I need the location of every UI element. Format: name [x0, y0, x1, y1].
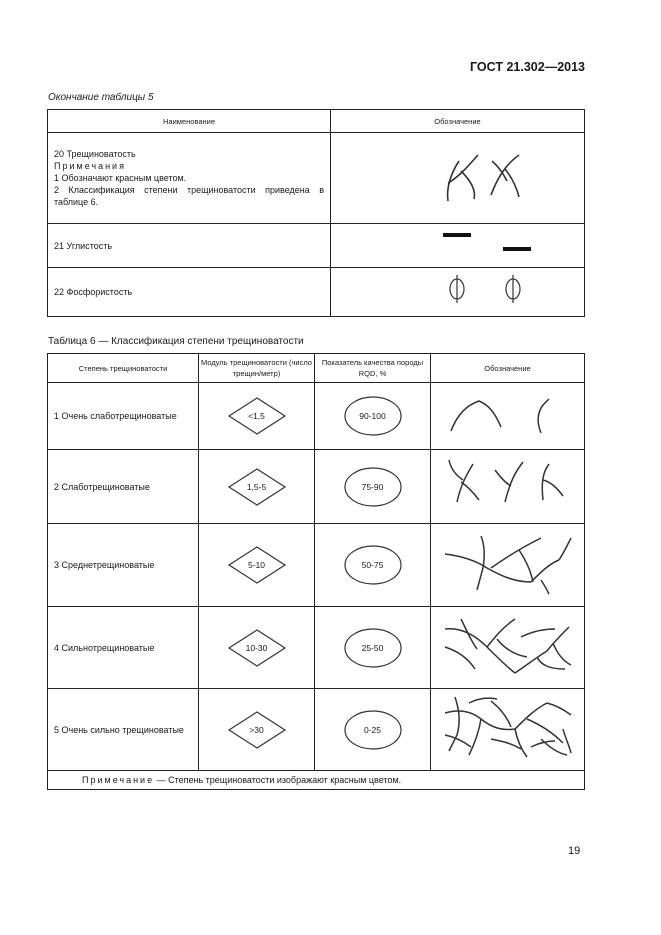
- table6-caption: Таблица 6 — Классификация степени трещиноватости: [48, 336, 304, 347]
- table6-header-rqd: Показатель качества породы RQD, %: [315, 354, 431, 383]
- module-cell: [199, 524, 315, 607]
- rqd-value: 50-75: [361, 560, 384, 570]
- circle-slash-icon: [331, 268, 585, 311]
- degree-cell: 3 Среднетрещиноватые: [48, 524, 199, 607]
- module-diamond: [227, 467, 287, 507]
- rqd-cell: [315, 607, 431, 689]
- symbol-cell: [431, 607, 585, 689]
- fracture-lines-icon: [331, 133, 585, 218]
- rqd-value: 25-50: [361, 642, 384, 653]
- module-diamond: [227, 628, 287, 668]
- rqd-oval: [343, 395, 403, 437]
- module-diamond: [227, 545, 287, 585]
- symbol-cell: [431, 450, 585, 524]
- module-value: 5-10: [247, 560, 265, 570]
- table6: [47, 353, 585, 790]
- module-value: <1,5: [248, 411, 265, 421]
- row20-note1: 1 Обозначают красным цветом.: [54, 173, 187, 183]
- table-row: [48, 524, 585, 607]
- black-dashes-icon: [331, 224, 585, 262]
- table-row: [48, 383, 585, 450]
- table5-row21-symbol: [331, 224, 585, 268]
- row20-note2: 2 Классификация степени трещиноватости приведена в таблице 6.: [54, 185, 324, 207]
- fracture-pattern-3-icon: [431, 524, 585, 601]
- rqd-cell: [315, 383, 431, 450]
- table5: [47, 109, 585, 317]
- fracture-pattern-5-icon: [431, 689, 585, 765]
- symbol-cell: [431, 689, 585, 771]
- rqd-cell: [315, 689, 431, 771]
- rqd-cell: [315, 450, 431, 524]
- table5-header-symbol: Обозначение: [331, 110, 585, 133]
- module-value: 1,5-5: [246, 481, 267, 492]
- table6-note-text: — Степень трещиноватости изображают красным цветом.: [156, 775, 402, 785]
- module-diamond: [227, 396, 287, 436]
- table6-header-degree: Степень трещиноватости: [48, 354, 199, 383]
- row20-title: 20 Трещиноватость: [54, 149, 136, 159]
- symbol-cell: [431, 383, 585, 450]
- rqd-cell: [315, 524, 431, 607]
- module-cell: [199, 607, 315, 689]
- table5-row21-name: 21 Углистость: [48, 224, 331, 268]
- fracture-pattern-2-icon: [431, 450, 585, 518]
- table5-header-name: Наименование: [48, 110, 331, 133]
- rqd-value: 0-25: [363, 724, 381, 735]
- table6-note-label: Примечание: [82, 775, 155, 785]
- table5-row22-symbol: [331, 268, 585, 317]
- table-row: [48, 607, 585, 689]
- table-row: [48, 450, 585, 524]
- fracture-pattern-4-icon: [431, 607, 585, 683]
- table6-header-module: Модуль трещиноватости (число трещин/метр): [199, 354, 315, 383]
- table5-caption: Окончание таблицы 5: [48, 92, 154, 103]
- table5-row20-symbol: [331, 133, 585, 224]
- symbol-cell: [431, 524, 585, 607]
- degree-cell: 2 Слаботрещиноватые: [48, 450, 199, 524]
- rqd-oval: [343, 466, 403, 508]
- rqd-oval: [343, 627, 403, 669]
- rqd-value: 90-100: [359, 411, 386, 421]
- fracture-pattern-1-icon: [431, 383, 585, 444]
- module-value: >30: [249, 724, 264, 735]
- table-row: [48, 689, 585, 771]
- module-value: 10-30: [245, 642, 268, 653]
- degree-cell: 1 Очень слаботрещиноватые: [48, 383, 199, 450]
- rqd-oval: [343, 544, 403, 586]
- degree-cell: 4 Сильнотрещиноватые: [48, 607, 199, 689]
- module-cell: [199, 689, 315, 771]
- document-code: ГОСТ 21.302—2013: [470, 60, 586, 74]
- rqd-value: 75-90: [361, 481, 384, 492]
- page-number: 19: [568, 845, 581, 857]
- module-diamond: [227, 710, 287, 750]
- degree-cell: 5 Очень сильно трещиноватые: [48, 689, 199, 771]
- rqd-oval: [343, 709, 403, 751]
- module-cell: [199, 383, 315, 450]
- table6-header-symbol: Обозначение: [431, 354, 585, 383]
- module-cell: [199, 450, 315, 524]
- row20-notes-heading: Примечания: [54, 161, 126, 171]
- table5-row22-name: 22 Фосфористость: [48, 268, 331, 317]
- table5-row20-name: [48, 133, 331, 224]
- table6-note: [48, 771, 585, 790]
